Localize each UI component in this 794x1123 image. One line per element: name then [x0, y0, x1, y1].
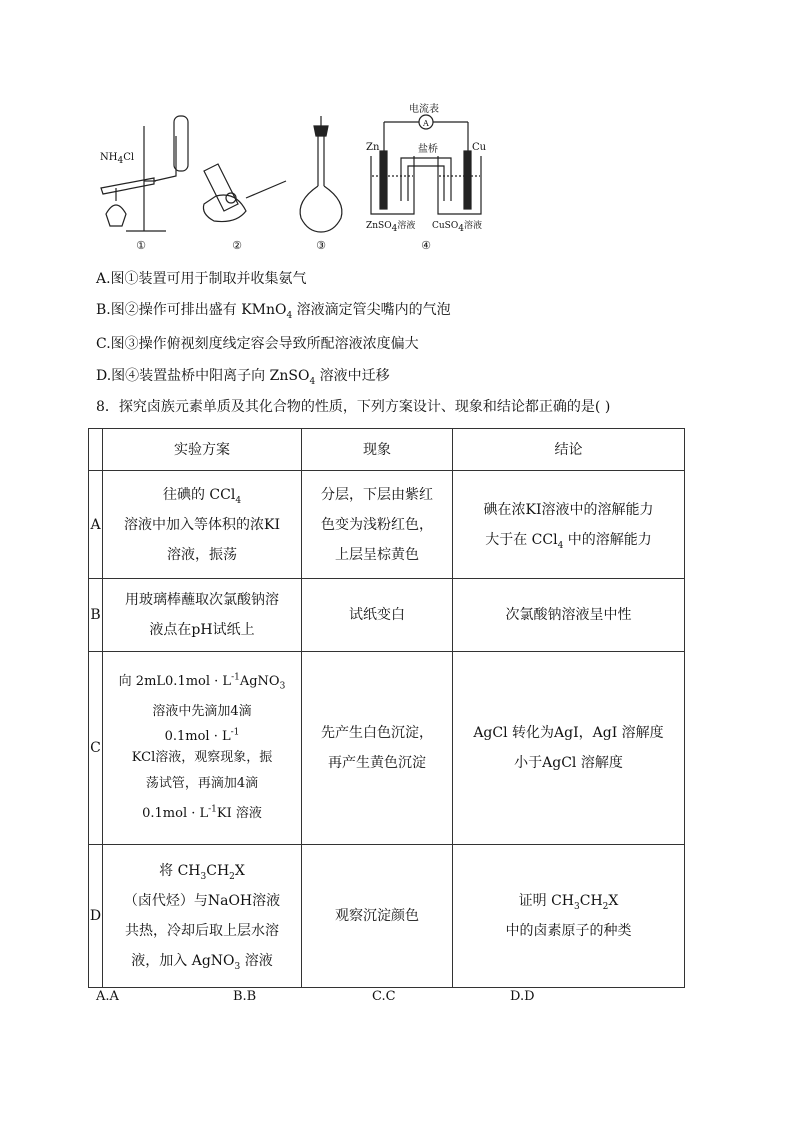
header-phenomenon: 现象 — [302, 429, 453, 471]
option-b: B.图②操作可排出盛有 KMnO$_4$ 溶液滴定管尖嘴内的气泡 — [96, 302, 451, 321]
table-header-row — [89, 429, 685, 471]
plan-cell: 向 $2mL0.1mol \cdot L^{-1}AgNO_3$ 溶液中先滴加4滴 $0.1mol \cdot L^{-1}$ KCl溶液，观察现象，振 荡试管，再滴加4滴 $0.1mol \cdot L^{-1}KI$ 溶液 — [103, 652, 302, 845]
phenomenon-cell: 观察沉淀颜色 — [302, 845, 453, 988]
fig2-caption: ② — [232, 239, 242, 252]
fig1-label: $NH_4Cl$ — [100, 152, 135, 166]
question-8: 8．探究卤族元素单质及其化合物的性质，下列方案设计、现象和结论都正确的是( ) — [96, 399, 611, 415]
row-label: A — [89, 471, 103, 579]
table-row — [89, 471, 685, 579]
header-plan: 实验方案 — [103, 429, 302, 471]
answer-b[interactable]: B.B — [233, 989, 257, 1004]
conclusion-cell: AgCl 转化为AgI，AgI 溶解度 小于AgCl 溶解度 — [453, 652, 685, 845]
ammeter-symbol: A — [423, 119, 429, 128]
plan-cell: 将 $CH_3CH_2X$ （卤代烃）与NaOH溶液 共热，冷却后取上层水溶 液，加入 AgNO$_3$ 溶液 — [103, 845, 302, 988]
option-c: C.图③操作俯视刻度线定容会导致所配溶液浓度偏大 — [96, 336, 419, 352]
ammeter-label: 电流表 — [409, 104, 439, 115]
znso4-label: ZnSO$_4$溶液 — [366, 221, 416, 234]
fig4-galvanic-cell — [371, 115, 481, 214]
table-row — [89, 579, 685, 652]
conclusion-cell: 碘在浓KI溶液中的溶解能力 大于在 CCl$_4$ 中的溶解能力 — [453, 471, 685, 579]
option-a: A.图①装置可用于制取并收集氨气 — [96, 271, 307, 287]
table-row — [89, 652, 685, 845]
row-label: D — [89, 845, 103, 988]
zn-label: Zn — [366, 142, 380, 153]
fig2-burette-operation — [203, 164, 286, 222]
conclusion-cell: 次氯酸钠溶液呈中性 — [453, 579, 685, 652]
header-blank — [89, 429, 103, 471]
cu-label: Cu — [472, 142, 487, 153]
answer-c[interactable]: C.C — [372, 989, 396, 1004]
fig3-caption: ③ — [316, 239, 326, 252]
salt-bridge-label: 盐桥 — [418, 144, 438, 155]
header-conclusion: 结论 — [453, 429, 685, 471]
fig1-ammonia-apparatus — [101, 116, 188, 231]
table-row — [89, 845, 685, 988]
fig3-volumetric-flask — [300, 116, 342, 232]
experiment-table — [88, 428, 685, 988]
fig1-caption: ① — [136, 239, 146, 252]
row-label: B — [89, 579, 103, 652]
plan-cell: 往碘的 CCl$_4$ 溶液中加入等体积的浓KI 溶液，振荡 — [103, 471, 302, 579]
plan-cell: 用玻璃棒蘸取次氯酸钠溶 液点在pH试纸上 — [103, 579, 302, 652]
option-d: D.图④装置盐桥中阳离子向 ZnSO$_4$ 溶液中迁移 — [96, 368, 390, 387]
conclusion-cell: 证明 $CH_3CH_2X$ 中的卤素原子的种类 — [453, 845, 685, 988]
apparatus-drawings — [96, 96, 506, 258]
answer-d[interactable]: D.D — [510, 989, 535, 1004]
apparatus-figures — [96, 96, 506, 258]
phenomenon-cell: 分层，下层由紫红 色变为浅粉红色， 上层呈棕黄色 — [302, 471, 453, 579]
answer-a[interactable]: A.A — [96, 989, 119, 1004]
fig4-caption: ④ — [421, 239, 431, 252]
cuso4-label: CuSO$_4$溶液 — [432, 221, 482, 234]
phenomenon-cell: 试纸变白 — [302, 579, 453, 652]
row-label: C — [89, 652, 103, 845]
phenomenon-cell: 先产生白色沉淀， 再产生黄色沉淀 — [302, 652, 453, 845]
